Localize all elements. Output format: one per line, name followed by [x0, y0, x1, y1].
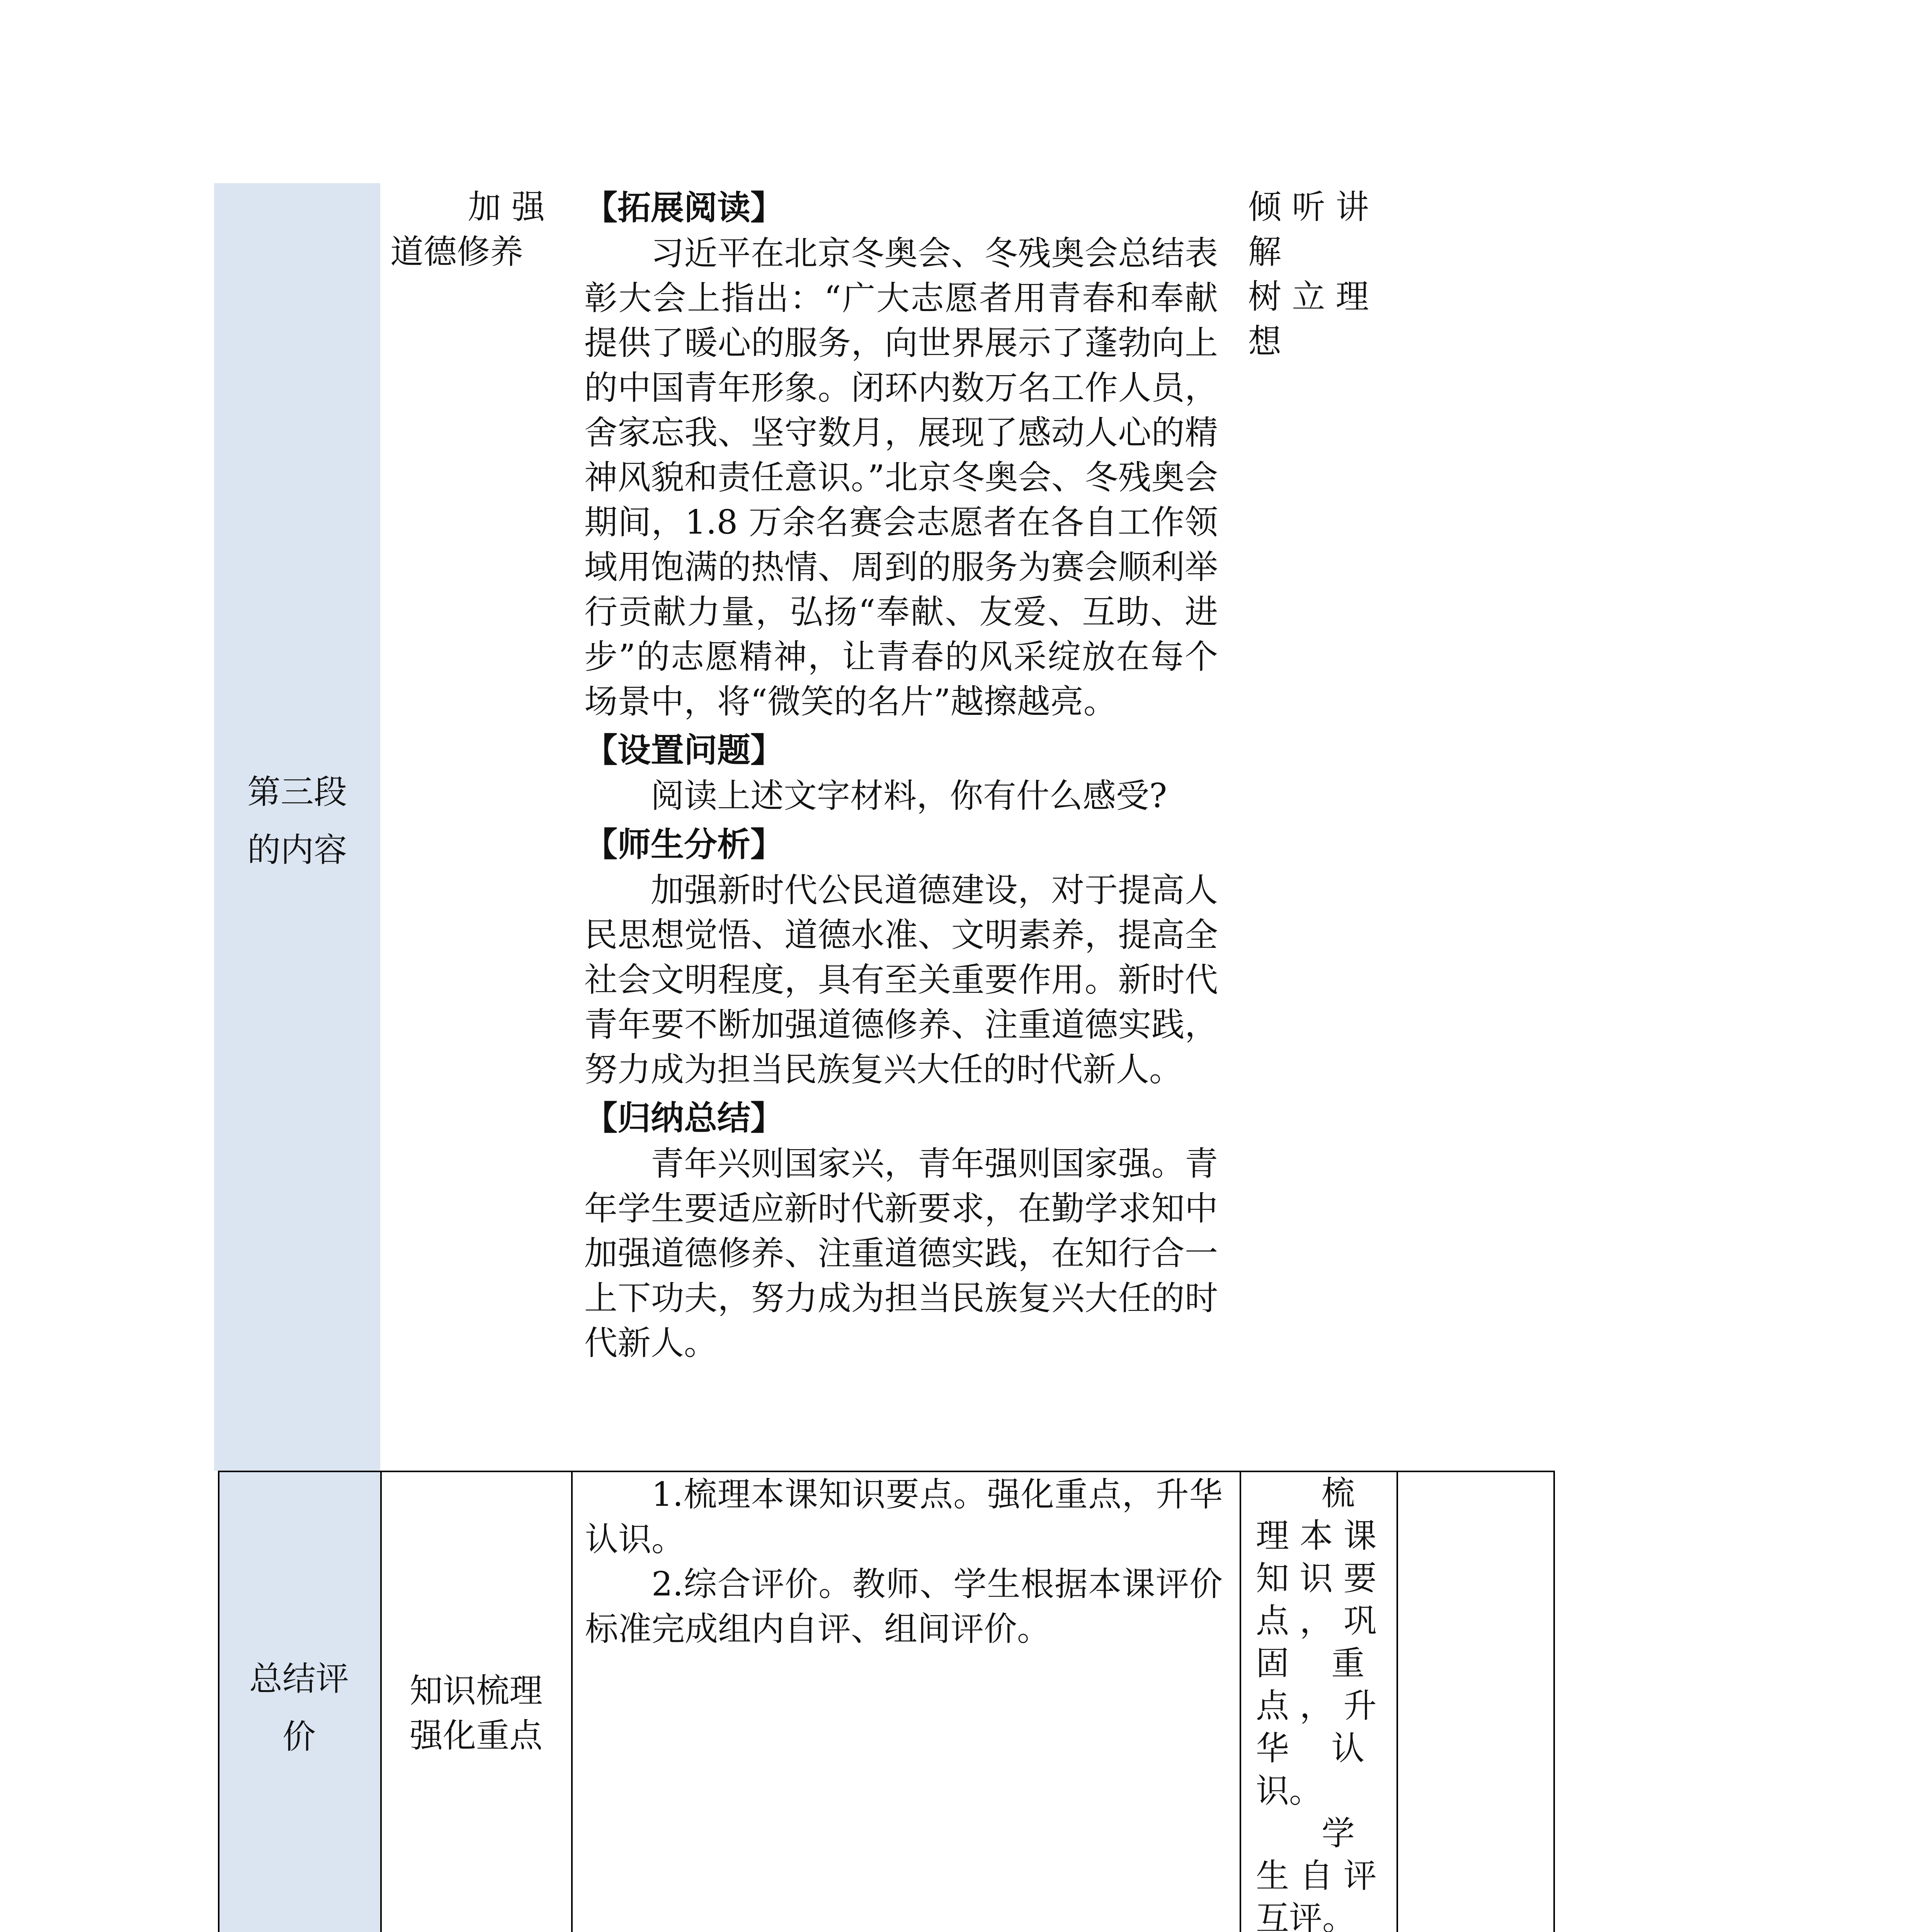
- question-text: 阅读上述文字材料，你有什么感受?: [651, 777, 1167, 815]
- section3-stage-label: 第三段 的内容: [247, 773, 347, 869]
- analysis-text: 加强新时代公民道德建设，对于提高人民思想觉悟、道德水准、文明素养，提高全社会文明程度，具有至关重要作用。新时代青年要不断加强道德修养、注重道德实践，努力成为担当民族复兴大任的时代新人。: [584, 871, 1218, 1089]
- summary-intent-line: 点 ， 巩: [1256, 1602, 1377, 1640]
- summary-border-col4: [1240, 1471, 1241, 1932]
- summary-intent-line: 学: [1322, 1814, 1355, 1853]
- section3-intent: 倾 听 讲 解 树 立 理 想: [1248, 188, 1369, 361]
- summary-intent-line: 识。: [1256, 1772, 1322, 1810]
- heading-reading: 【拓展阅读】: [584, 189, 784, 227]
- summary-stage-label: 总结评 价: [249, 1660, 349, 1756]
- summary-item-1: 1.梳理本课知识要点。强化重点，升华认识。: [585, 1475, 1223, 1559]
- summary-intent-line: 梳: [1322, 1474, 1355, 1513]
- summary-intent-line: 固 重: [1256, 1644, 1365, 1683]
- section3-content: [584, 185, 1218, 1366]
- summary-intent-line: 理 本 课: [1256, 1517, 1377, 1555]
- summary-intent-line: 生 自 评: [1256, 1857, 1377, 1895]
- summary-intent-line: 华 认: [1256, 1729, 1365, 1768]
- summary-content: [585, 1472, 1223, 1651]
- summary-intent-line: 点 ， 升: [1256, 1687, 1377, 1725]
- summary-border-right: [1553, 1471, 1555, 1932]
- summary-text: 青年兴则国家兴，青年强则国家强。青年学生要适应新时代新要求，在勤学求知中加强道德修养、注重道德实践，在知行合一上下功夫，努力成为担当民族复兴大任的时代新人。: [584, 1145, 1218, 1362]
- heading-analysis: 【师生分析】: [584, 825, 784, 864]
- heading-summary: 【归纳总结】: [584, 1099, 784, 1138]
- summary-item-2: 2.综合评价。教师、学生根据本课评价标准完成组内自评、组间评价。: [585, 1565, 1223, 1648]
- summary-intent: [1256, 1472, 1387, 1932]
- summary-top-border: [218, 1471, 1555, 1472]
- reading-text: 习近平在北京冬奥会、冬残奥会总结表彰大会上指出：“广大志愿者用青春和奉献提供了暖心的服务，向世界展示了蓬勃向上的中国青年形象。闭环内数万名工作人员，舍家忘我、坚守数月，展现了感动人心的精神风貌和责任意识。”北京冬奥会、冬残奥会期间，1.8 万余名赛会志愿者在各自工作领域用饱满的热情、周到的服务为赛会顺利举行贡献力量，弘扬“奉献、友爱、互助、进步”的志愿精神，让青春的风采绽放在每个场景中，将“微笑的名片”越擦越亮。: [584, 234, 1218, 721]
- summary-intent-line: 互评。: [1256, 1899, 1356, 1932]
- summary-border-col5: [1397, 1471, 1398, 1932]
- summary-border-col3: [571, 1471, 573, 1932]
- heading-question: 【设置问题】: [584, 731, 784, 770]
- section3-topic: 加 强 道德修养: [390, 188, 545, 271]
- summary-intent-line: 知 识 要: [1256, 1559, 1377, 1598]
- summary-border-left: [218, 1471, 219, 1932]
- summary-topic: 知识梳理 强化重点: [410, 1672, 543, 1755]
- summary-border-col2: [380, 1471, 382, 1932]
